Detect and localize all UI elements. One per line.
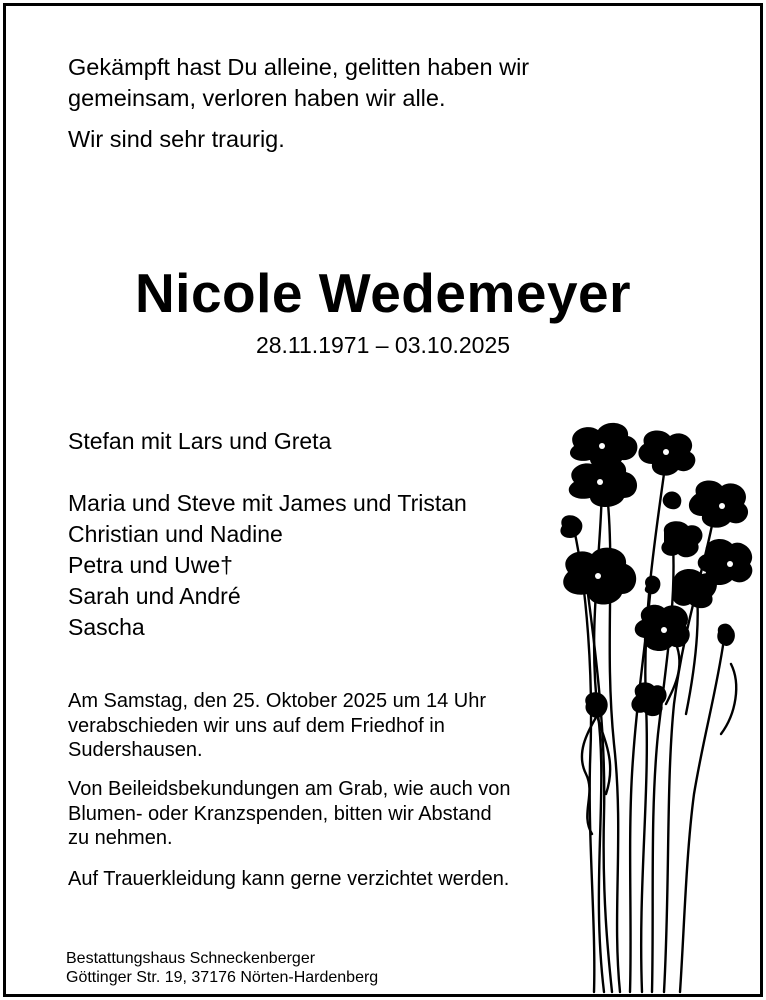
funeral-home-address: Göttinger Str. 19, 37176 Nörten-Hardenberg bbox=[66, 969, 379, 986]
poppy-flowers-icon bbox=[546, 414, 756, 994]
notice-line: Blumen- oder Kranzspenden, bitten wir Abstand bbox=[68, 802, 492, 825]
notice-line: Am Samstag, den 25. Oktober 2025 um 14 Uhr bbox=[68, 690, 486, 712]
intro-line-2: gemeinsam, verloren haben wir alle. bbox=[68, 85, 446, 111]
intro-line-1: Gekämpft hast Du alleine, gelitten haben wir bbox=[68, 54, 530, 80]
family-member: Christian und Nadine bbox=[68, 521, 283, 547]
deceased-name: Nicole Wedemeyer bbox=[134, 262, 632, 324]
notice-line: verabschieden wir uns auf dem Friedhof in bbox=[68, 714, 445, 737]
notice-line: Von Beileidsbekundungen am Grab, wie auch von bbox=[68, 778, 511, 800]
notice-line: zu nehmen. bbox=[68, 827, 173, 849]
family-member: Sarah und André bbox=[68, 583, 241, 609]
notice-line: Sudershausen. bbox=[68, 739, 203, 761]
intro-line-3: Wir sind sehr traurig. bbox=[68, 126, 285, 152]
family-primary: Stefan mit Lars und Greta bbox=[68, 428, 332, 454]
family-member: Petra und Uwe† bbox=[68, 552, 233, 578]
family-member: Sascha bbox=[68, 614, 145, 640]
life-dates: 28.11.1971 – 03.10.2025 bbox=[255, 332, 511, 358]
notice-line: Auf Trauerkleidung kann gerne verzichtet werden. bbox=[68, 868, 510, 890]
funeral-home-name: Bestattungshaus Schneckenberger bbox=[66, 950, 316, 967]
family-member: Maria und Steve mit James und Tristan bbox=[68, 490, 467, 516]
obituary-frame bbox=[3, 3, 763, 997]
